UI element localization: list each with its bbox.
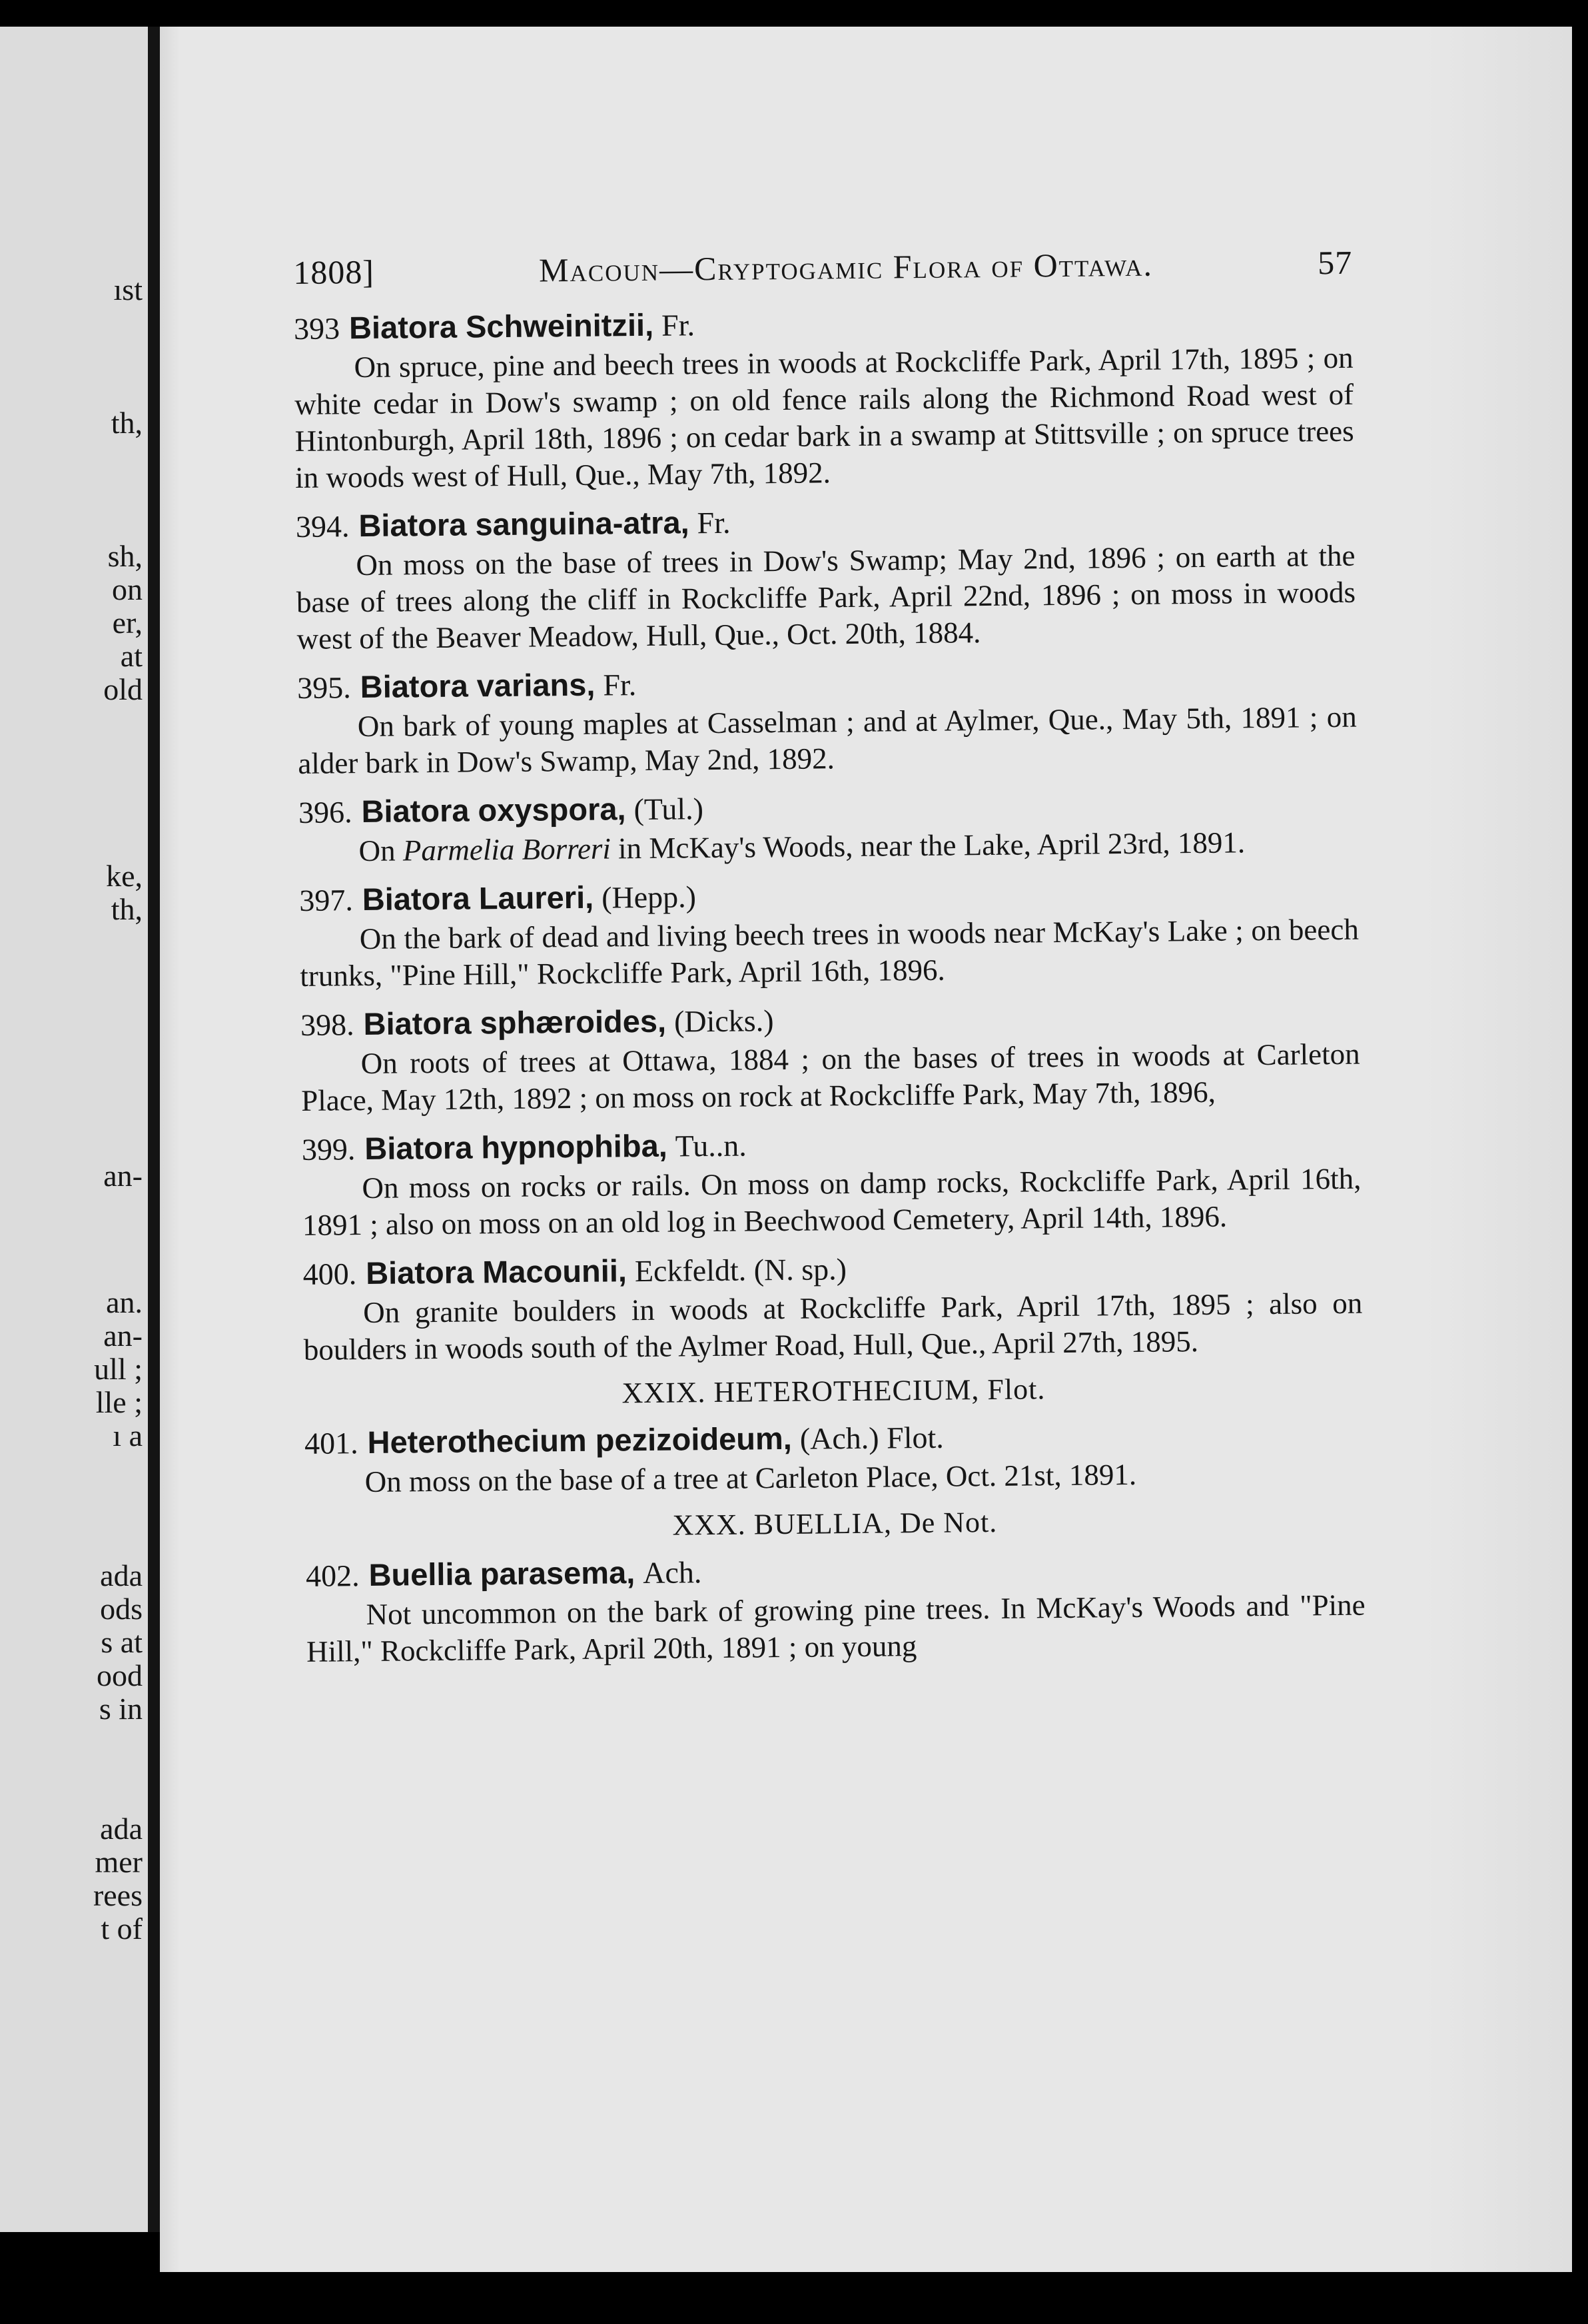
species-name: Heterothecium pezizoideum, bbox=[367, 1420, 793, 1460]
left-fragment: sh, bbox=[107, 539, 143, 573]
genus-heading: XXIX. HETEROTHECIUM, Flot. bbox=[621, 1373, 1046, 1410]
species-name: Biatora Macounii, bbox=[365, 1253, 627, 1291]
entry-text-start: On bbox=[358, 834, 396, 868]
species-entry bbox=[302, 1245, 1363, 1369]
species-authority: Fr. bbox=[661, 308, 695, 342]
left-fragment: ke, bbox=[106, 859, 143, 893]
species-name: Biatora hypnophiba, bbox=[364, 1127, 667, 1167]
entry-text: On spruce, pine and beech trees in woods at Rockcliffe Park, April 17th, 1895 ; on white cedar in Dow's swamp ; on old fence rails along the Richmond Road west of Hintonburgh, April 18th, 1896 ; on cedar bark in a swamp at Stittsville ; on spruce trees in woods west of Hull, Que., May 7th, 1892. bbox=[294, 340, 1354, 494]
left-fragment: rees bbox=[93, 1878, 143, 1912]
running-header bbox=[293, 243, 1352, 292]
left-fragment: at bbox=[120, 639, 143, 673]
left-fragment: lle ; bbox=[95, 1385, 143, 1419]
left-fragment: on bbox=[112, 572, 143, 606]
entry-text: On bark of young maples at Casselman ; and at Aylmer, Que., May 5th, 1891 ; on alder bark in Dow's Swamp, May 2nd, 1892. bbox=[298, 700, 1357, 780]
left-fragment: an- bbox=[103, 1159, 143, 1193]
book-page bbox=[160, 27, 1572, 2272]
text-column bbox=[293, 243, 1366, 1681]
book-gutter bbox=[148, 27, 160, 2232]
left-page-edge bbox=[0, 27, 148, 2232]
species-entry bbox=[296, 497, 1356, 658]
species-authority: (Tul.) bbox=[633, 792, 704, 827]
left-fragment: ada bbox=[100, 1558, 143, 1592]
left-fragment: ood bbox=[97, 1658, 143, 1692]
entry-number: 395. bbox=[297, 670, 352, 705]
entry-number: 400. bbox=[302, 1257, 357, 1291]
entry-number: 397. bbox=[299, 883, 354, 917]
species-entry bbox=[306, 1546, 1366, 1670]
left-fragment: old bbox=[103, 672, 143, 706]
entry-text: On roots of trees at Ottawa, 1884 ; on the bases of trees in woods at Carleton Place, May 12th, 1892 ; on moss on rock at Rockcliffe Park, May 7th, 1896, bbox=[300, 1037, 1360, 1117]
host-species: Parmelia Borreri bbox=[402, 832, 611, 868]
left-fragment: er, bbox=[112, 606, 143, 640]
left-fragment: s at bbox=[101, 1625, 143, 1659]
left-fragment: th, bbox=[111, 892, 143, 926]
species-authority: Fr. bbox=[603, 668, 637, 702]
left-fragment: t of bbox=[101, 1912, 143, 1946]
left-fragment: an- bbox=[103, 1319, 143, 1353]
left-fragment: th, bbox=[111, 406, 143, 440]
left-fragment: ada bbox=[100, 1812, 143, 1846]
left-fragment: s in bbox=[99, 1692, 143, 1726]
species-entry bbox=[297, 658, 1358, 782]
entry-text: On the bark of dead and living beech trees in woods near McKay's Lake ; on beech trunks, "Pine Hill," Rockcliffe Park, April 16th, 1896. bbox=[300, 912, 1360, 993]
species-authority: Ach. bbox=[643, 1555, 702, 1590]
species-entry bbox=[300, 995, 1361, 1119]
left-fragment: mer bbox=[95, 1845, 143, 1879]
entry-text: On moss on the base of trees in Dow's Swamp; May 2nd, 1896 ; on earth at the base of trees along the cliff in Rockcliffe Park, April 22nd, 1896 ; on moss in woods west of the Beaver Meadow, Hull, Que., Oct. 20th, 1884. bbox=[296, 538, 1356, 656]
species-name: Biatora Schweinitzii, bbox=[348, 306, 654, 346]
species-name: Biatora Laureri, bbox=[362, 879, 594, 917]
species-authority: (Dicks.) bbox=[673, 1003, 774, 1039]
entry-text: On granite boulders in woods at Rockcliffe Park, April 17th, 1895 ; also on boulders in woods south of the Aylmer Road, Hull, Que., April 27th, 1895. bbox=[303, 1286, 1363, 1367]
left-fragment: ı a bbox=[113, 1419, 143, 1452]
entry-number: 393 bbox=[293, 311, 340, 346]
species-authority: Fr. bbox=[697, 505, 731, 540]
entry-text: Not uncommon on the bark of growing pine trees. In McKay's Woods and "Pine Hill," Rockcliffe Park, April 20th, 1891 ; on young bbox=[306, 1588, 1366, 1668]
species-name: Biatora oxyspora, bbox=[361, 791, 626, 830]
left-fragment: ods bbox=[100, 1592, 143, 1626]
entry-number: 394. bbox=[295, 509, 350, 544]
species-name: Biatora sphæroides, bbox=[363, 1003, 667, 1042]
species-entry bbox=[298, 783, 1358, 870]
entry-number: 398. bbox=[300, 1007, 354, 1042]
species-name: Buellia parasema, bbox=[368, 1554, 635, 1593]
species-entry bbox=[302, 1120, 1362, 1244]
species-authority: Eckfeldt. (N. sp.) bbox=[634, 1252, 847, 1289]
left-fragment: ull ; bbox=[94, 1352, 143, 1386]
genus-heading: XXX. BUELLIA, De Not. bbox=[672, 1505, 998, 1542]
page-number: 57 bbox=[1317, 243, 1353, 282]
entry-text-end: in McKay's Woods, near the Lake, April 23rd, 1891. bbox=[617, 826, 1246, 866]
entry-number: 396. bbox=[298, 795, 352, 830]
species-authority: (Hepp.) bbox=[601, 879, 697, 915]
entry-number: 401. bbox=[304, 1426, 358, 1460]
species-entry bbox=[304, 1414, 1364, 1501]
entry-number: 402. bbox=[305, 1558, 360, 1593]
entry-text: On moss on rocks or rails. On moss on damp rocks, Rockcliffe Park, April 16th, 1891 ; also on moss on an old log in Beechwood Cemetery, April 14th, 1896. bbox=[302, 1161, 1362, 1242]
species-entry bbox=[294, 299, 1355, 496]
left-fragment: ıst bbox=[113, 273, 143, 306]
species-name: Biatora sanguina-atra, bbox=[358, 504, 689, 544]
species-entry bbox=[299, 871, 1360, 995]
species-authority: (Ach.) Flot. bbox=[799, 1420, 944, 1456]
entry-text: On moss on the base of a tree at Carleton Place, Oct. 21st, 1891. bbox=[364, 1457, 1137, 1499]
left-fragment: an. bbox=[106, 1285, 143, 1319]
header-year: 1808] bbox=[293, 253, 375, 291]
entry-number: 399. bbox=[301, 1132, 356, 1167]
header-title: Macoun—Cryptogamic Flora of Ottawa. bbox=[538, 245, 1154, 289]
species-authority: Tu..n. bbox=[675, 1128, 747, 1163]
species-name: Biatora varians, bbox=[360, 666, 596, 705]
